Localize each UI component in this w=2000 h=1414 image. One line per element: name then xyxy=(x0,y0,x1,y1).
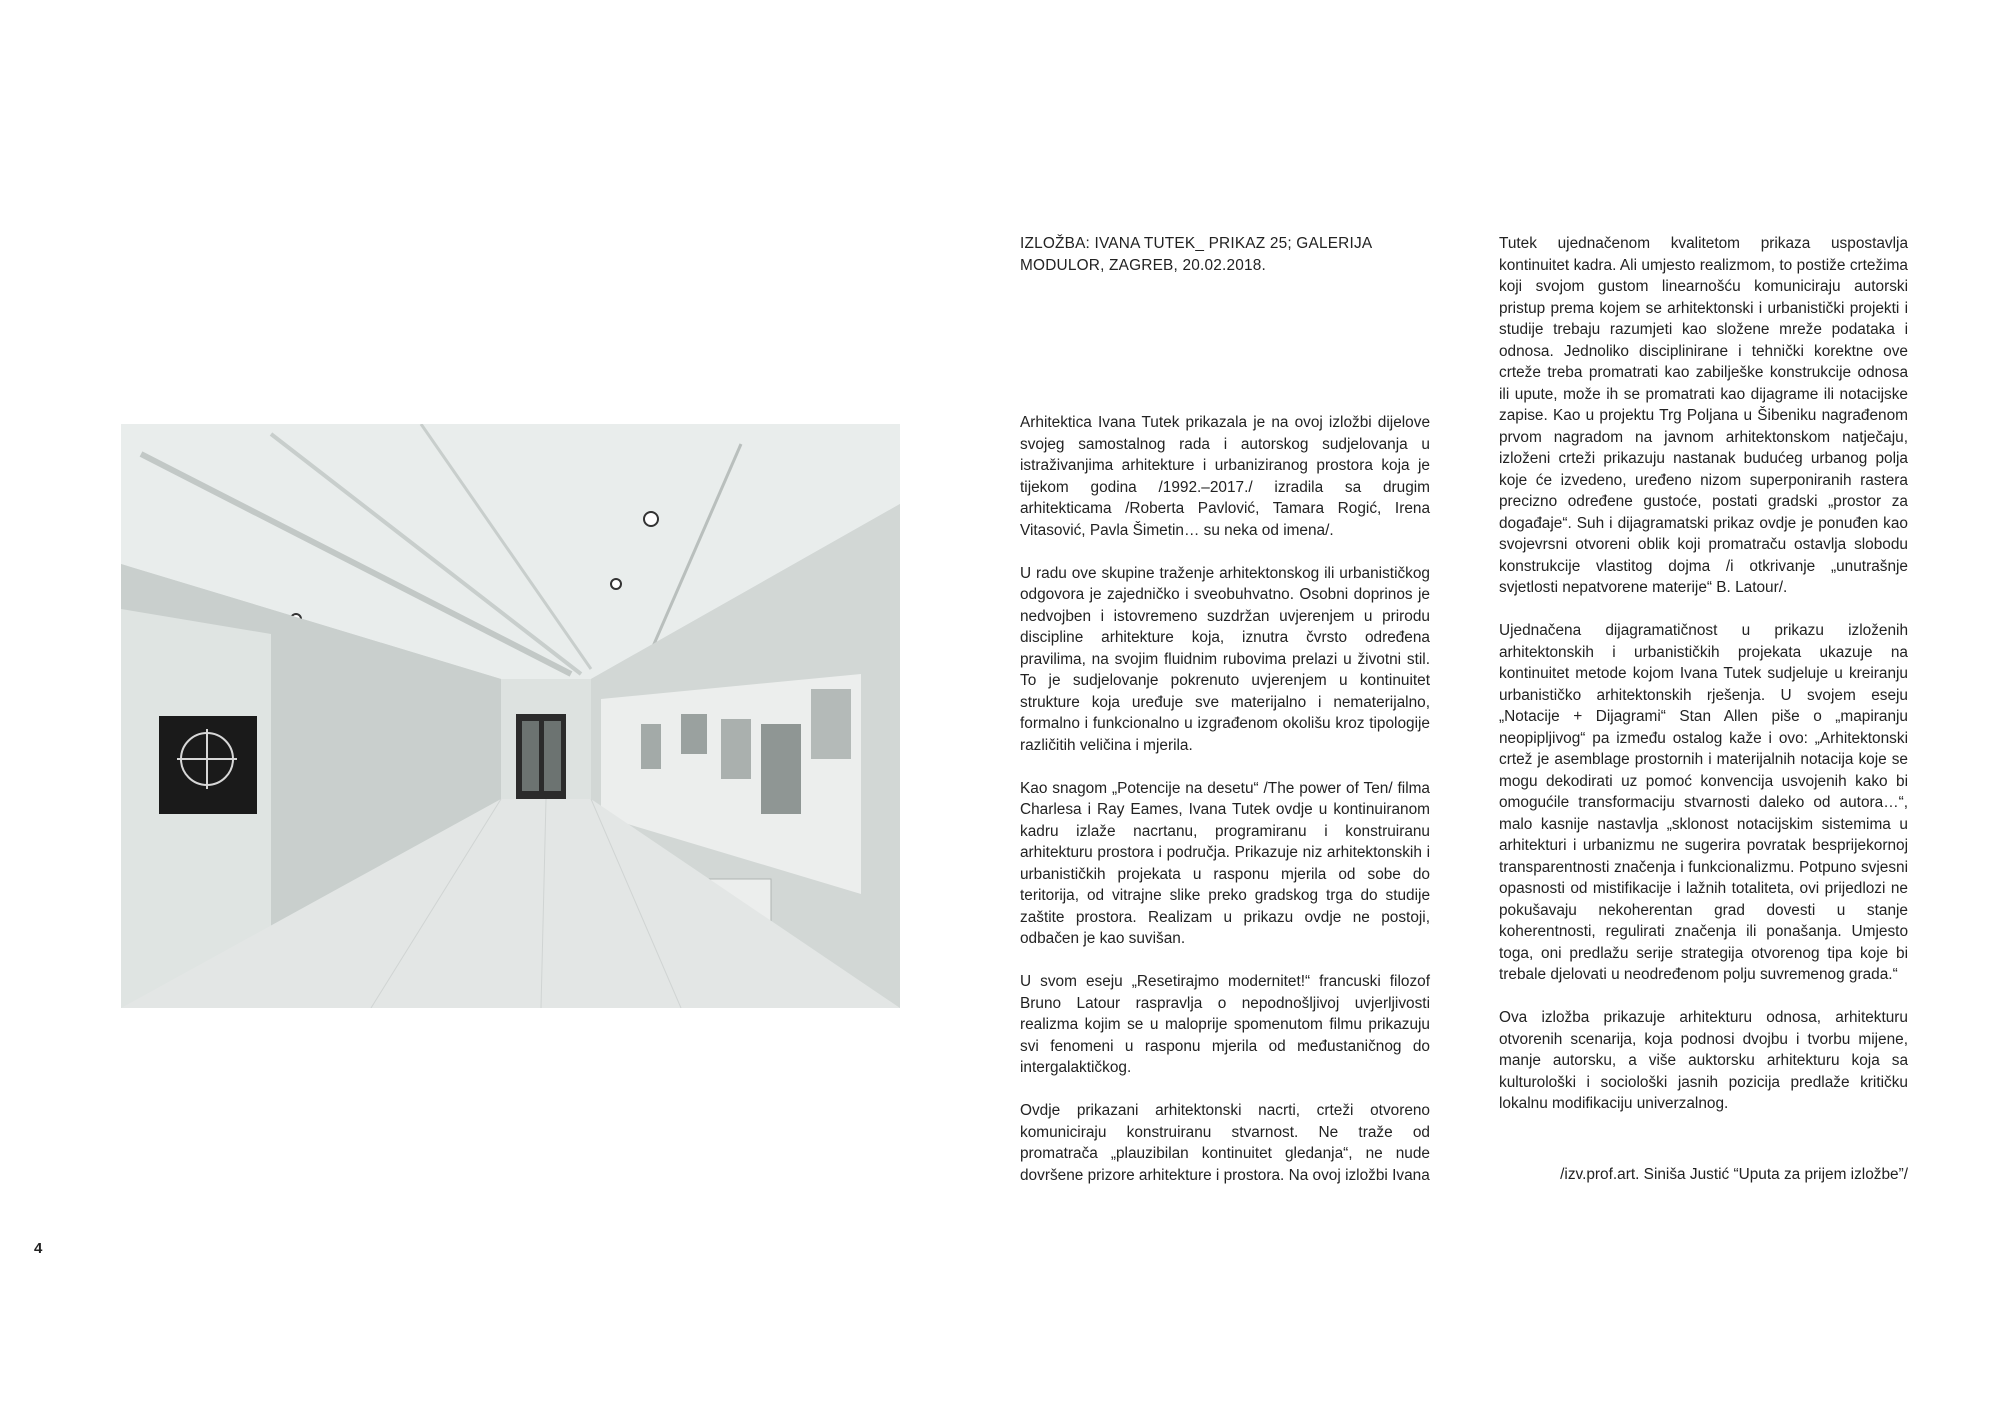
gallery-photo-illustration xyxy=(121,424,900,1008)
paragraph: Ova izložba prikazuje arhitekturu odnosa, arhitekturu otvorenih scenarija, koja podnosi dvojbu i tvorbu mijene, manje autorsku, a više auktorsku arhitekturu koja sa kulturološki i sociološki jasnih pozicija predlaže kritičku lokalnu modifikaciju univerzalnog. xyxy=(1499,1009,1908,1112)
paragraph: Ujednačena dijagramatičnost u prikazu izloženih arhitektonskih i urbanističkih projekata ukazuje na kontinuitet metode kojom Ivana Tutek sudjeluje u kreiranju urbanističko arhitektonskih rješenja. U svojem eseju „Notacije + Dijagrami“ Stan Allen piše o „mapiranju neopipljivog“ pa između ostalog kaže i ovo: „Arhitektonski crtež je asemblage prostornih i materijalnih notacija koje se mogu dekodirati uz pomoć konvencija usvojenih kako bi omogućile transformaciju stvarnosti daleko od autora…“, malo kasnije nastavlja „sklonost notacijskim sistemima u arhitekturi i urbanizmu ne sugerira povratak besprijekornoj transparentnosti značenja i funkcionalizmu. Potpuno svjesni opasnosti od mistifikacije i lažnih totaliteta, ovi prijedlozi ne pokušavaju nekoherentan grad dovesti u stanje koherentnosti, regulirati značenja ili ponašanja. Umjesto toga, oni predlažu serije strategija otvorenog tipa koje bi trebale djelovati u neodređenom polju suvremenog grada.“ xyxy=(1499,622,1908,983)
gallery-photo xyxy=(121,424,900,1008)
paragraph: Arhitektica Ivana Tutek prikazala je na ovoj izložbi dijelove svojeg samostalnog rada i autorskog sudjelovanja u istraživanjima arhitekture i urbaniziranog prostora koja je tijekom godina /1992.–2017./ izradila sa drugim arhitekticama /Roberta Pavlović, Tamara Rogić, Irena Vitasović, Pavla Šimetin… su neka od imena/. xyxy=(1020,414,1430,539)
paragraph: Ovdje prikazani arhitektonski nacrti, crteži otvoreno komuniciraju konstruiranu stvarnost. Ne traže od promatrača „plauzibilan kontinuitet gledanja“, ne nude dovršene prizore arhitekture i prostora. Na ovoj izložbi Ivana xyxy=(1020,1102,1430,1184)
article-column-right xyxy=(1499,233,1908,1136)
page-number: 4 xyxy=(34,1240,43,1257)
exhibition-heading: IZLOŽBA: IVANA TUTEK_ PRIKAZ 25; GALERIJA MODULOR, ZAGREB, 20.02.2018. xyxy=(1020,235,1372,274)
article-column-left xyxy=(1020,412,1430,1208)
paragraph: U radu ove skupine traženje arhitektonskog ili urbanističkog odgovora je zajedničko i sveobuhvatno. Osobni doprinos je nedvojben i istovremeno suzdržan uvjerenjem u prirodu discipline arhitekture koja, iznutra čvrsto određena pravilima, na svojim fluidnim rubovima prelazi u životni stil. To je sudjelovanje pokrenuto uvjerenjem u kontinuitet strukture koja uređuje sve materijalno i nematerijalno, formalno i funkcionalno u izgrađenom okolišu kroz tipologije različitih veličina i mjerila. xyxy=(1020,564,1430,754)
paragraph: U svom eseju „Resetirajmo modernitet!“ francuski filozof Bruno Latour raspravlja o nepodnošljivoj uvjerljivosti realizma kojim se u maloprije spomenutom filmu prikazuju svi fenomeni u rasponu mjerila od međustaničnog do intergalaktičkog. xyxy=(1020,973,1430,1076)
paragraph: Kao snagom „Potencije na desetu“ /The power of Ten/ filma Charlesa i Ray Eames, Ivana Tutek ovdje u kontinuiranom kadru izlaže nacrtanu, programiranu i konstruiranu arhitekturu prostora i područja. Prikazuje niz arhitektonskih i urbanističkih projekata u rasponu mjerila od sobe do teritorija, od vitrajne slike preko gradskog trga do studije zaštite prostora. Realizam u prikazu ovdje ne postoji, odbačen je kao suvišan. xyxy=(1020,779,1430,947)
author-signature: /izv.prof.art. Siniša Justić “Uputa za prijem izložbe”/ xyxy=(1560,1166,1908,1183)
paragraph: Tutek ujednačenom kvalitetom prikaza uspostavlja kontinuitet kadra. Ali umjesto realizmom, to postiže crtežima koji svojom gustom linearnošću komuniciraju autorski pristup prema kojem se arhitektonski i urbanistički projekti i studije trebaju razumjeti kao složene mreže podataka i odnosa. Jednoliko disciplinirane i tehnički korektne ove crteže treba promatrati kao zabilješke konstrukcije odnosa ili upute, može ih se promatrati kao dijagrame ili notacijske zapise. Kao u projektu Trg Poljana u Šibeniku nagrađenom prvom nagradom na javnom arhitektonskom natječaju, izloženi crteži prikazuju nastanak budućeg urbanog polja koje će izvedeno, uređeno nizom superponiranih rastera precizno određene gustoće, postati gradski „prostor za događaje“. Suh i dijagramatski prikaz ovdje je ponuđen kao svojevrsni otvoreni oblik koji promatraču ostavlja slobodu konstrukcije vlastitog dojma /i otkrivanje „unutrašnje svjetlosti nepatvorene materije“ B. Latour/. xyxy=(1499,235,1908,596)
